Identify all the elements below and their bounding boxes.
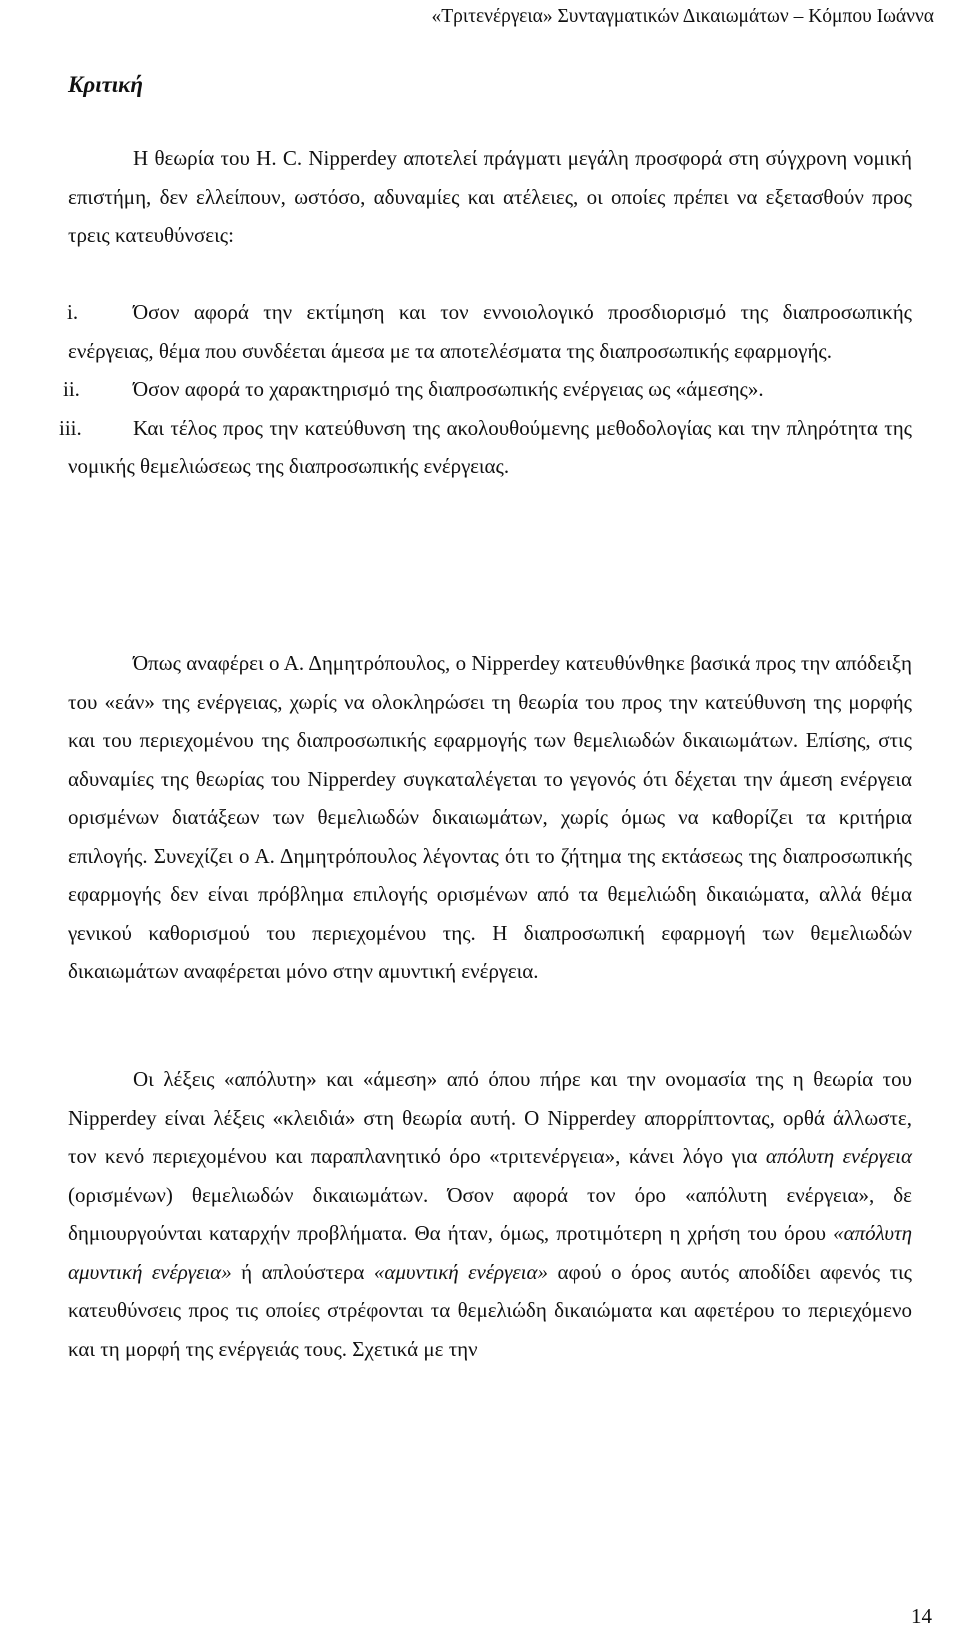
dimitropoulos-paragraph: Όπως αναφέρει ο Α. Δημητρόπουλος, ο Nipperdey κατευθύνθηκε βασικά προς την απόδειξη του «εάν» της ενέργειας, χωρίς να ολοκληρώσει τη θεωρία του προς την κατεύθυνση της μορφής και του περιεχομένου της διαπροσωπικής εφαρμογής των θεμελιωδών δικαιωμάτων. Επίσης, στις αδυναμίες της θεωρίας του Nipperdey συγκαταλέγεται το γεγονός ότι δέχεται την άμεση ενέργεια ορισμένων διατάξεων των θεμελιωδών δικαιωμάτων, χωρίς όμως να καθορίζει τα κριτήρια επιλογής. Συνεχίζει ο Α. Δημητρόπουλος λέγοντας ότι το ζήτημα της εκτάσεως της διαπροσωπικής εφαρμογής δεν είναι πρόβλημα επιλογής ορισμένων από τα θεμελιώδη δικαιώματα, αλλά θέμα γενικού καθορισμού του περιεχομένου της. Η διαπροσωπική εφαρμογή των θεμελιωδών δικαιωμάτων αναφέρεται μόνο στην αμυντική ενέργεια. xyxy=(68,651,912,983)
paragraph-text: ή απλούστερα xyxy=(231,1259,374,1284)
list-item xyxy=(59,409,912,486)
section-title: Κριτική xyxy=(68,72,143,97)
list-item-number: ii. xyxy=(63,377,80,401)
list-item-text: Και τέλος προς την κατεύθυνση της ακολουθούμενης μεθοδολογίας και την πληρότητα της νομικής θεμελιώσεως της διαπροσωπικής ενέργειας. xyxy=(68,415,912,478)
paragraph-text: (ορισμένων) θεμελιωδών δικαιωμάτων. Όσον αφορά τον όρο «απόλυτη ενέργεια», δε δημιουργούνται καταρχήν προβλήματα. Θα ήταν, όμως, προτιμότερη η χρήση του όρου xyxy=(68,1182,912,1245)
italic-term: απόλυτη ενέργεια xyxy=(765,1144,912,1168)
terminology-paragraph xyxy=(68,1060,912,1368)
italic-term: «αμυντική ενέργεια» xyxy=(373,1259,549,1284)
running-header: «Τριτενέργεια» Συνταγματικών Δικαιωμάτων – Κόμπου Ιωάννα xyxy=(431,6,934,27)
paragraph-text: αφού ο όρος αυτός αποδίδει αφενός τις κατευθύνσεις προς τις οποίες στρέφονται τα θεμελιώδη δικαιώματα και αφετέρου το περιεχόμενο και τη μορφή της ενέργειάς τους. Σχετικά με την xyxy=(68,1259,912,1361)
criticism-list xyxy=(59,293,912,486)
page-number: 14 xyxy=(911,1604,932,1628)
list-item xyxy=(63,370,912,409)
list-item-number: i. xyxy=(67,300,79,324)
italic-term: «απόλυτη αμυντική ενέργεια» xyxy=(68,1221,912,1284)
list-item-number: iii. xyxy=(59,415,82,440)
paragraph-text: Οι λέξεις «απόλυτη» και «άμεση» από όπου πήρε και την ονομασία της η θεωρία του Nipperdey είναι λέξεις «κλειδιά» στη θεωρία αυτή. Ο Nipperdey απορρίπτοντας, ορθά άλλωστε, τον κενό περιεχομένου και παραπλανητικό όρο «τριτενέργεια», κάνει λόγο για xyxy=(68,1067,912,1168)
list-item-text: Όσον αφορά το χαρακτηρισμό της διαπροσωπικής ενέργειας ως «άμεσης». xyxy=(133,377,764,401)
list-item-text: Όσον αφορά την εκτίμηση και τον εννοιολογικό προσδιορισμό της διαπροσωπικής ενέργειας, θέμα που συνδέεται άμεσα με τα αποτελέσματα της διαπροσωπικής εφαρμογής. xyxy=(68,300,912,363)
intro-paragraph: Η θεωρία του Η. C. Nipperdey αποτελεί πράγματι μεγάλη προσφορά στη σύγχρονη νομική επιστήμη, δεν ελλείπουν, ωστόσο, αδυναμίες και ατέλειες, οι οποίες πρέπει να εξετασθούν προς τρεις κατευθύνσεις: xyxy=(68,146,912,247)
list-item xyxy=(68,293,912,370)
